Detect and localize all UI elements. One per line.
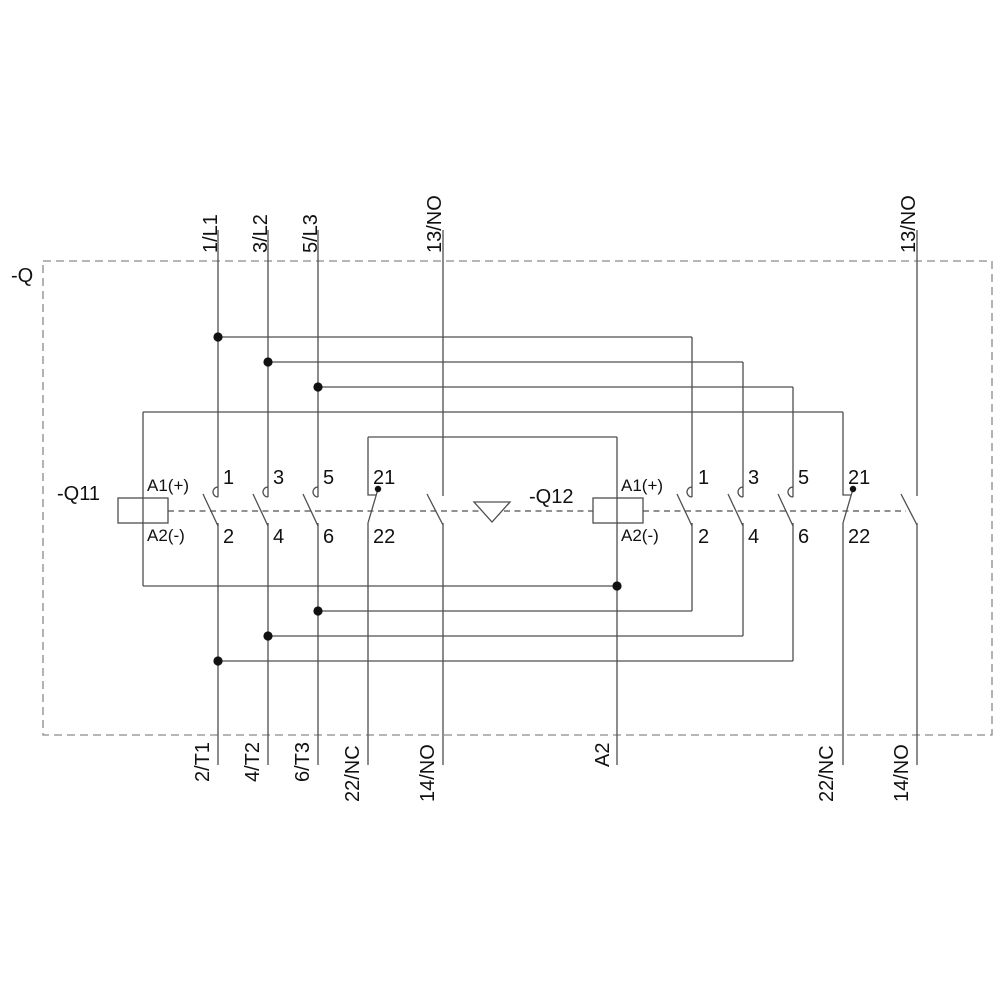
q11-contact-number-21: 21: [373, 467, 396, 489]
terminal-label-14NO-q11: 14/NO: [417, 744, 439, 802]
q11-contact-number-3: 3: [273, 467, 285, 489]
q11-coil-a1-label: A1(+): [147, 476, 190, 495]
q11-reference-label: -Q11: [57, 483, 100, 505]
q12-coil-a2-label: A2(-): [621, 526, 659, 545]
q11-contact-number-22: 22: [373, 526, 396, 548]
terminal-label-14NO-q12: 14/NO: [891, 744, 913, 802]
q11-contact-number-5: 5: [323, 467, 335, 489]
q11-pole-5-6-wire: [303, 230, 318, 765]
junction-dot-a2: [612, 581, 621, 590]
terminal-label-5L3: 5/L3: [300, 214, 322, 253]
q12-coil-symbol: [593, 498, 643, 523]
junction-dot-t3: [313, 606, 322, 615]
q12-aux-no-contact-wire: [901, 230, 917, 765]
junction-dot-t2: [263, 631, 272, 640]
q11-contact-number-4: 4: [273, 526, 285, 548]
q12-contact-number-3: 3: [748, 467, 760, 489]
enclosure-dashed-border: [43, 261, 992, 735]
q12-coil-a1-label: A1(+): [621, 476, 664, 495]
q12-contact-number-4: 4: [748, 526, 760, 548]
q12-contact-number-21: 21: [848, 467, 871, 489]
q11-aux-no-contact-wire: [427, 230, 443, 765]
q12-pole-1-2-wire: [677, 337, 692, 611]
q11-contact-number-6: 6: [323, 526, 335, 548]
junction-dot-t1: [213, 656, 222, 665]
terminal-label-22NC-q12: 22/NC: [816, 745, 838, 802]
q12-contact-number-22: 22: [848, 526, 871, 548]
q12-pole-3-4-wire: [728, 362, 743, 636]
terminal-label-2T1: 2/T1: [192, 741, 214, 782]
enclosure-label: -Q: [11, 265, 34, 287]
q12-contact-number-5: 5: [798, 467, 810, 489]
q11-pole-1-2-wire: [203, 230, 218, 765]
terminal-label-13NO-q12: 13/NO: [898, 195, 920, 253]
junction-dot-l1: [213, 332, 222, 341]
terminal-label-6T3: 6/T3: [292, 741, 314, 782]
q11-contact-number-2: 2: [223, 526, 235, 548]
q12-contact-number-2: 2: [698, 526, 710, 548]
junction-dot-l2: [263, 357, 272, 366]
q12-pole-5-6-wire: [778, 387, 793, 661]
terminal-label-13NO-q11: 13/NO: [424, 195, 446, 253]
q12-contact-number-1: 1: [698, 467, 710, 489]
q11-pole-3-4-wire: [253, 230, 268, 765]
q11-coil-a2-label: A2(-): [147, 526, 185, 545]
terminal-label-1L1: 1/L1: [200, 214, 222, 253]
mechanical-interlock-triangle-icon: [474, 502, 510, 522]
q12-contact-number-6: 6: [798, 526, 810, 548]
q12-reference-label: -Q12: [529, 486, 574, 508]
terminal-label-3L2: 3/L2: [250, 214, 272, 253]
terminal-label-4T2: 4/T2: [242, 741, 264, 782]
terminal-label-A2: A2: [592, 742, 614, 767]
terminal-label-22NC-q11: 22/NC: [342, 745, 364, 802]
q11-contact-number-1: 1: [223, 467, 235, 489]
q12-aux-nc-contact-wire: [843, 412, 853, 765]
junction-dot-l3: [313, 382, 322, 391]
